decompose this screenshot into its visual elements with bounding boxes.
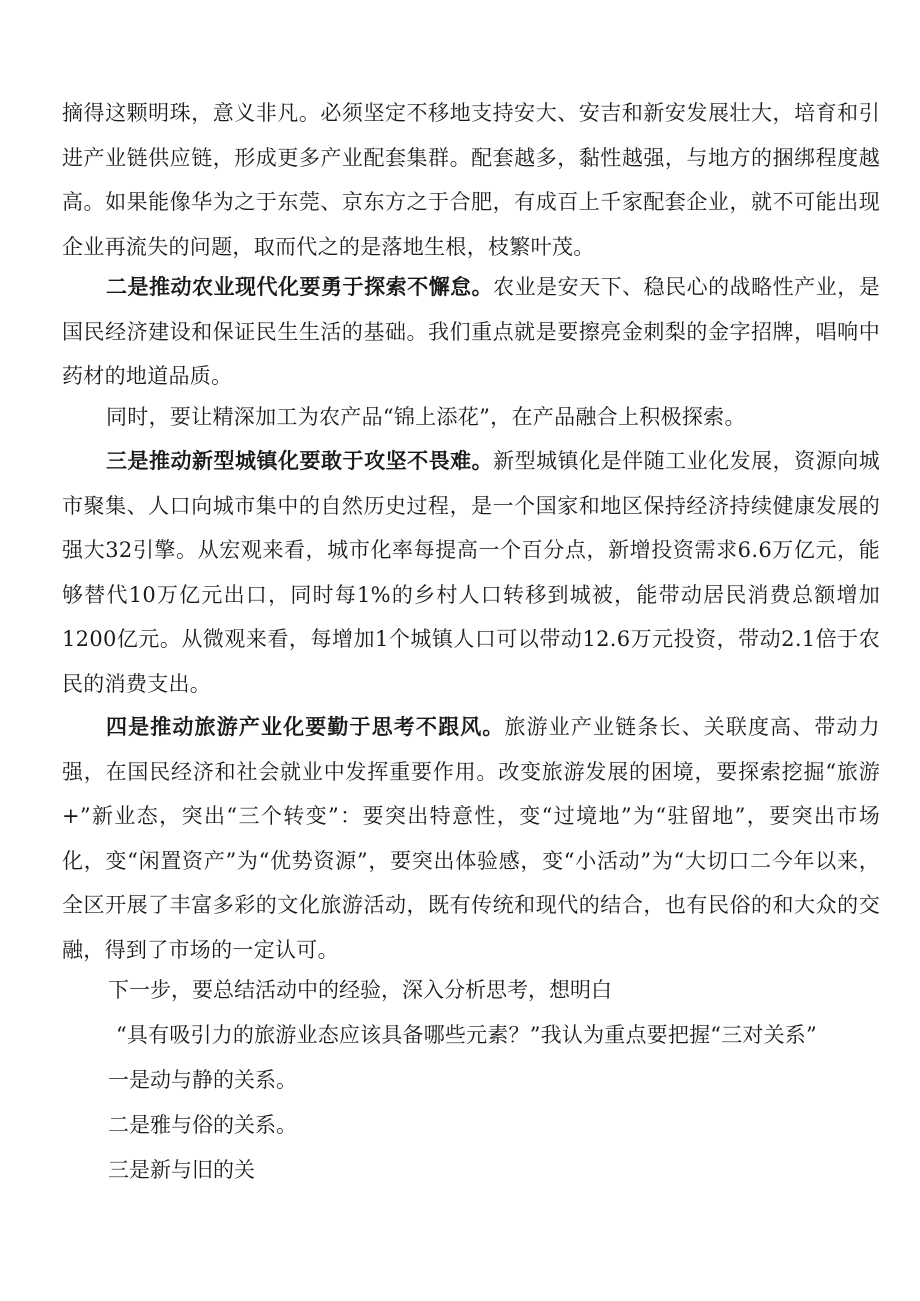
paragraph-7-text: “具有吸引力的旅游业态应该具备哪些元素？”我认为重点要把握“三对关系” (116, 1023, 817, 1047)
paragraph-3 (62, 395, 880, 440)
relation-item-1-text: 一是动与静的关系。 (108, 1068, 297, 1092)
relation-item-2-text: 二是雅与俗的关系。 (108, 1113, 297, 1137)
paragraph-6 (108, 968, 612, 1013)
paragraph-1-text: 摘得这颗明珠，意义非凡。必须坚定不移地支持安大、安吉和新安发展壮大，培育和引进产业链供应链，形成更多产业配套集群。配套越多，黏性越强，与地方的捆绑程度越高。如果能像华为之于东莞、京东方之于合肥，有成百上千家配套企业，就不可能出现企业再流失的问题，取而代之的是落地生根，枝繁叶茂。 (62, 101, 880, 259)
paragraph-6-text: 下一步，要总结活动中的经验，深入分析思考，想明白 (108, 978, 612, 1002)
paragraph-7 (116, 1013, 817, 1058)
relation-item-3-text: 三是新与旧的关 (108, 1158, 255, 1182)
paragraph-2 (62, 265, 880, 399)
relation-item-2 (108, 1103, 297, 1148)
paragraph-4-text: 新型城镇化是伴随工业化发展，资源向城市聚集、人口向城市集中的自然历史过程，是一个国家和地区保持经济持续健康发展的强大32引擎。从宏观来看，城市化率每提高一个百分点，新增投资需求6.6万亿元，能够替代10万亿元出口，同时每1%的乡村人口转移到城被，能带动居民消费总额增加1200亿元。从微观来看，每增加1个城镇人口可以带动12.6万元投资，带动2.1倍于农民的消费支出。 (62, 449, 880, 696)
paragraph-5 (62, 705, 880, 972)
paragraph-1 (62, 91, 880, 269)
relation-item-1 (108, 1058, 297, 1103)
paragraph-4 (62, 439, 880, 706)
paragraph-4-lead: 三是推动新型城镇化要敢于攻坚不畏难。 (106, 448, 494, 473)
paragraph-5-lead: 四是推动旅游产业化要勤于思考不跟风。 (106, 714, 505, 739)
paragraph-5-text: 旅游业产业链条长、关联度高、带动力强，在国民经济和社会就业中发挥重要作用。改变旅游发展的困境，要探索挖掘“旅游+”新业态，突出“三个转变”：要突出特意性，变“过境地”为“驻留地”，要突出市场化，变“闲置资产”为“优势资源”，要突出体验感，变“小活动”为“大切口二今年以来，全区开展了丰富多彩的文化旅游活动，既有传统和现代的结合，也有民俗的和大众的交融，得到了市场的一定认可。 (62, 715, 880, 962)
paragraph-3-text: 同时，要让精深加工为农产品“锦上添花”，在产品融合上积极探索。 (106, 405, 746, 429)
relation-item-3 (108, 1148, 255, 1193)
paragraph-2-lead: 二是推动农业现代化要勇于探索不懈怠。 (106, 274, 494, 299)
paragraph-2-text: 农业是安天下、稳民心的战略性产业，是国民经济建设和保证民生生活的基础。我们重点就是要擦亮金刺梨的金字招牌，唱响中药材的地道品质。 (62, 275, 880, 388)
